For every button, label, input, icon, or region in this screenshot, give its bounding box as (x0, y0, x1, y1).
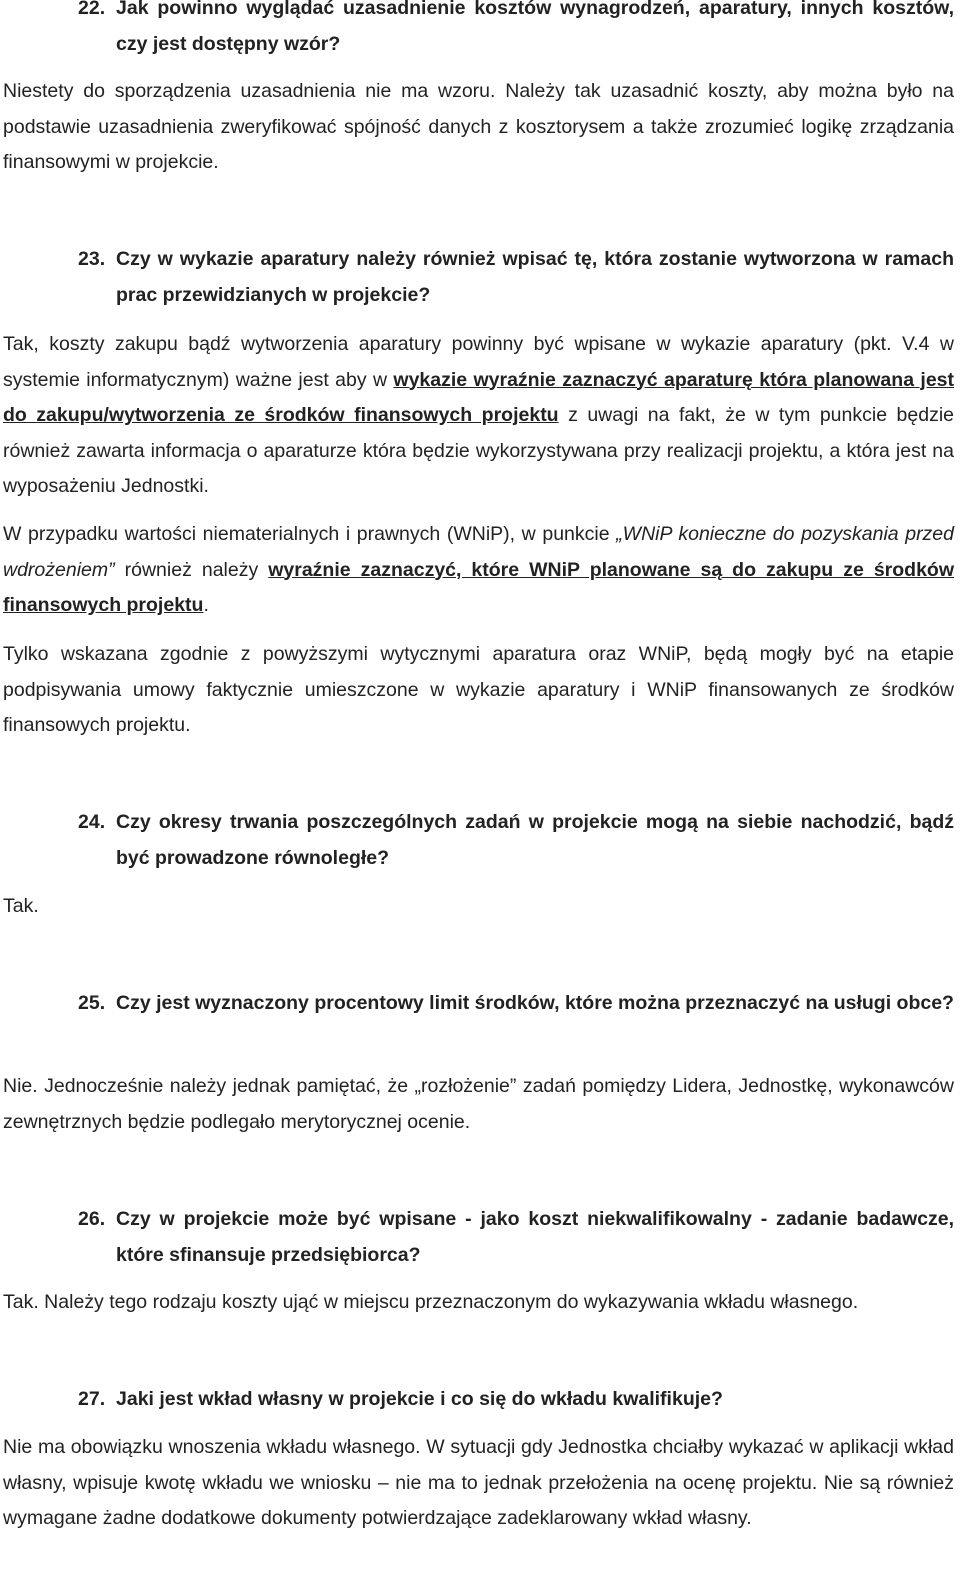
answer-26: Tak. Należy tego rodzaju koszty ująć w miejscu przeznaczonym do wykazywania wkładu własnego. (3, 1291, 859, 1313)
question-25 (78, 986, 954, 1022)
question-title: Czy jest wyznaczony procentowy limit środków, które można przeznaczyć na usługi obce? (116, 992, 954, 1014)
question-24 (78, 805, 954, 876)
question-26 (78, 1202, 954, 1273)
question-23 (78, 242, 954, 313)
underlined-emphasis: wykazie wyraźnie zaznaczyć aparaturę która planowana jest do zakupu/wytworzenia ze środków finansowych projektu (3, 368, 955, 426)
question-number: 23. (78, 248, 106, 270)
answer-23-paragraph-1: Tak, koszty zakupu bądź wytworzenia aparatury powinny być wpisane w wykazie aparatury (pkt. V.4 w systemie informatycznym) ważne jest aby w wykazie wyraźnie zaznaczyć aparaturę która planowana jest do zakupu/wytworzenia ze środków finansowych projektu z uwagi na fakt, że w tym punkcie będzie również zawarta informacja o aparaturze która będzie wykorzystywana przy realizacji projektu, a która jest na wyposażeniu Jednostki. (3, 333, 955, 497)
question-number: 22. (78, 0, 106, 19)
italic-reference: „WNiP konieczne do pozyskania przed wdrożeniem” (3, 523, 954, 581)
question-title: Czy okresy trwania poszczególnych zadań w projekcie mogą na siebie nachodzić, bądź być prowadzone równoległe? (116, 811, 954, 869)
question-title: Czy w wykazie aparatury należy również wpisać tę, która zostanie wytworzona w ramach prac przewidzianych w projekcie? (116, 248, 954, 306)
question-22 (78, 0, 954, 62)
answer-24: Tak. (3, 895, 39, 917)
question-title: Jak powinno wyglądać uzasadnienie kosztów wynagrodzeń, aparatury, innych kosztów, czy jest dostępny wzór? (116, 0, 954, 55)
question-title: Czy w projekcie może być wpisane - jako koszt niekwalifikowalny - zadanie badawcze, które sfinansuje przedsiębiorca? (116, 1208, 954, 1266)
underlined-emphasis: wyraźnie zaznaczyć, które WNiP planowane są do zakupu ze środków finansowych projektu (3, 558, 954, 616)
answer-27: Nie ma obowiązku wnoszenia wkładu własnego. W sytuacji gdy Jednostka chciałby wykazać w aplikacji wkład własny, wpisuje kwotę wkładu we wniosku – nie ma to jednak przełożenia na ocenę projektu. Nie są również wymagane żadne dodatkowe dokumenty potwierdzające zadeklarowany wkład własny. (3, 1436, 954, 1529)
answer-22: Niestety do sporządzenia uzasadnienia nie ma wzoru. Należy tak uzasadnić koszty, aby można było na podstawie uzasadnienia zweryfikować spójność danych z kosztorysem a także zrozumieć logikę zrządzania finansowymi w projekcie. (3, 80, 954, 173)
question-title: Jaki jest wkład własny w projekcie i co się do wkładu kwalifikuje? (116, 1388, 723, 1410)
question-27 (78, 1382, 954, 1418)
answer-23-paragraph-2: W przypadku wartości niematerialnych i prawnych (WNiP), w punkcie „WNiP konieczne do pozyskania przed wdrożeniem” również należy wyraźnie zaznaczyć, które WNiP planowane są do zakupu ze środków finansowych projektu. (3, 523, 954, 616)
question-number: 25. (78, 992, 106, 1014)
answer-23-paragraph-3: Tylko wskazana zgodnie z powyższymi wytycznymi aparatura oraz WNiP, będą mogły być na etapie podpisywania umowy faktycznie umieszczone w wykazie aparatury i WNiP finansowanych ze środków finansowych projektu. (3, 643, 954, 736)
question-number: 24. (78, 811, 106, 833)
answer-25: Nie. Jednocześnie należy jednak pamiętać, że „rozłożenie” zadań pomiędzy Lidera, Jednostkę, wykonawców zewnętrznych będzie podlegało merytorycznej ocenie. (3, 1075, 954, 1133)
question-number: 26. (78, 1208, 106, 1230)
question-number: 27. (78, 1388, 106, 1410)
